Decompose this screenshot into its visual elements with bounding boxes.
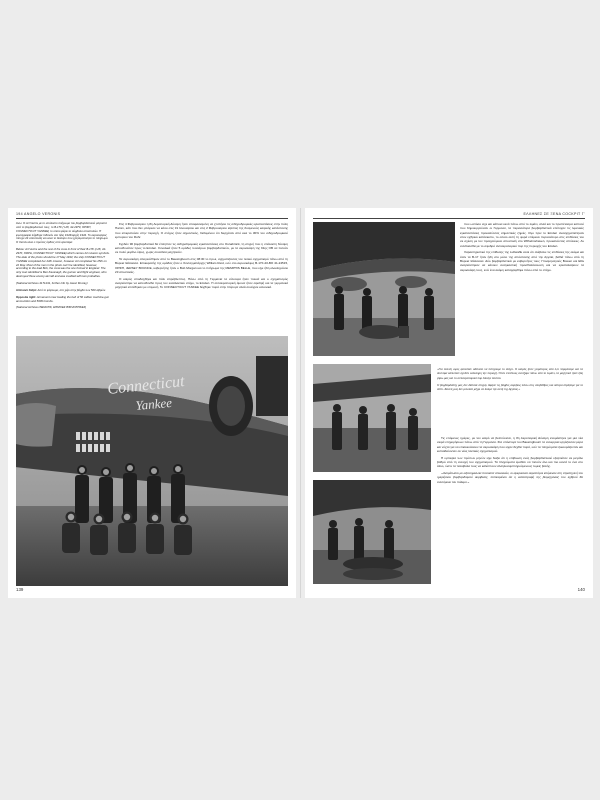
quote-paragraph: Ο βομβαρδιστής μας δεν δίστασε στιγμή. Άφησε τις βόμβες ακριβώς πάνω στις αποβάθρες και ύστερα στρίψαμε για το σπίτι. Κανείς μας δεν μιλούσε μέχρι να δούμε την ακτή της Αγγλίας.» [437, 382, 583, 391]
svg-text:Yankee: Yankee [134, 394, 173, 413]
body-text-left [115, 222, 288, 292]
bomb-loading-photo [313, 222, 455, 356]
caption-source-opposite: (National Archives ΘΕΜΑΤΙΚ, ΕΘΝΙΚΕΣ ΒΙΒΛΙΟΘΗΚΕΣ) [16, 305, 87, 310]
body-text-right-top [460, 222, 584, 274]
ground-crew-photo [313, 364, 431, 472]
caption-english-opposite: Opposite right: Armament crew loading the belt of 50 caliber machine-gun ammunition and 500lb bombs. [16, 294, 110, 303]
bomb-trolley-image [313, 480, 431, 584]
paragraph: που ωστόσο είχε και κάποια κενά πάνω από το λιμάνι, αλλά και το προπέτασμα καπνού που δημιουργούσαν οι Γερμανοί, τα περισσότερα βομβαρδιστικά επέτυχαν τις λιμενικές εγκαταστάσεις προκαλώντας σημαντικές ζημιές. Λίγο πριν το Emden ανασχηματίστηκαν στον εχθρικό κατάσκοπο, το οποίο αυτή τη φορά επέμεινε περισσότερο στις επιθέσεις του σε σχέση με τον προηγούμενο αποστολή στο Wilhelmshaven, προκαλώντας απώλειες. Αν συνδυασθεί με το σφοδρό αντιαεροπορικό πυρ της περιοχής του Emden. [460, 222, 584, 248]
header-rule [313, 218, 585, 219]
caption-source: (National Archives 4171241, further info by Jason Murray) [16, 281, 88, 286]
pull-quote [437, 367, 583, 394]
caption-greek: Άνω: Ο Art Vernis με το υπόλοιπο πλήρωμα του βομβαρδιστικού μπροστά από το βομβαρδιστικό τους, το B-17F (Ί-28, 42-2970, ΟΡΦΗ, CONNECTICUT YANKEE) το οποίο φέρει τα σύμβολα αποστολών. Η φωτογραφία λήφθηκε πιθανόν στα τέλη 1943/αρχές 1944. Το αεροσκάφος πέτυχε 24 αποστολές και είναι το δεύτερο που χρησιμοποίησε το πλήρωμα. Ο Vernis είναι ο πρώτος όρθιος από αριστερά. [16, 221, 109, 245]
svg-text:Connecticut: Connecticut [106, 372, 186, 398]
paragraph: Ο καιρός αποδείχθηκε και πάλι απρόβλεπτος. Πάνω από τη Γερμανία τα σύννεφα ήταν πυκνά και ο σχηματισμός αναγκάστηκε να κατευθυνθεί προς τον εναλλακτικό στόχο, το Emden. Η αντιαεροπορική άμυνα ήταν σφοδρή και τα γερμανικά μαχητικά επιτέθηκαν με επιμονή. Το CONNECTICUT YANKEE δέχθηκε πυρά στην πτέρυγα αλλά συνέχισε κανονικά. [115, 276, 288, 290]
bomb-loading-image [313, 222, 455, 356]
crew-photo-image [16, 336, 288, 586]
photo-caption [16, 222, 110, 313]
page-number-left: 139 [16, 587, 24, 592]
paragraph: Τις επόμενες ημέρες, με τον καιρό να βελτιώνεται, η 8η Αεροπορική Δύναμη ετοιμάστηκε για μια νέα σειρά επιχειρήσεων πάνω από τη Γερμανία. Στα υπόστεγα του Bassingbourn τα συνεργεία εργάζονταν μέρα και νύχτα για να επισκευάσουν τα αεροσκάφη που είχαν δεχθεί πυρά, ενώ τα πληρώματα ξεκουράζονταν και εκπαιδεύονταν σε νέες τακτικές σχηματισμού. [437, 436, 583, 453]
paragraph: Η εμπειρία των πρώτων μηνών είχε δείξει ότι η επιβίωση ενός βομβαρδιστικού εξαρτιόταν σε μεγάλο βαθμό από τη συνοχή του σχηματισμού. Τα πληρώματα έμαθαν να πετούν όλο και πιο κοντά το ένα στο άλλο, ώστε τα πολυβόλα τους να καλύπτουν αλληλοσυμπληρούμενους τομείς βολής. [437, 455, 583, 469]
page-number-right: 140 [577, 587, 585, 592]
header-rule [16, 218, 288, 219]
caption-greek-opposite: Απέναντι δεξιά: Από το φόρτωμα, στο χέρι στην βόμβα των 500 λιβρών. [16, 287, 106, 292]
caption-english: Below: Art Vernis and the rest of his crew in front of their B-17F (I-28, 42-2970, ORPH, CONNECTICUT YANKEE) which carries 24 mission symbols. The date of the photo should be 17 May 1943; the ship CONNECTICUT YANKEE completed her 24th mission, however Art completed his 25th on 22 May. Most of the men in the photo can't be identified, however, according to the lead Bob, the crew was the one formed in England. The only man identified is Ben Kavanagh, the gunner and flight engineer, who destroyed three enemy aircraft and was credited with two probables. [16, 247, 110, 279]
paragraph: Χαρακτηριστικό της επίθεσης της Luftwaffe είναι ότι ανέβαινε τις επιθέσεις της ακόμα και όταν τα B-17 ήταν ήδη στο μέσο της απόστασης από την Αγγλία, βαθιά πάνω από τη Βόρεια Θάλασσα. Δύο βομβαρδιστικά με κυβερνήτες τους Υποσμηναγούς Bowen και Ellis αναγκάστηκαν να κάνουν αναγκαστική προσθαλάσσωση και να εγκαταλείψουν τα αεροσκάφη τους, ενώ ένα ακόμη καταρρίφθηκε πάνω από το στόχο. [460, 250, 584, 272]
left-page [8, 208, 296, 598]
paragraph: Τα αεροσκάφη απογειώθηκαν από το Bassingbourn στις 08:30 το πρωί, σχηματίζοντας τον τελικό σχηματισμό πάνω από τη Βόρεια Θάλασσα. Επικεφαλής της ομάδας ήταν ο Συνταγματάρχης William Reid, ενώ στο αεροσκάφος B-17F-20-BO 41-24515, ΟΡΦΗ, JERSEY BOUNCE, κυβερνήτης ήταν ο Bob Morgan και το πλήρωμα της MEMPHIS BELLE, που είχε ήδη ολοκληρώσει 23 αποστολές. [115, 256, 288, 274]
page-gutter [300, 208, 301, 598]
paragraph-italic: «Αντιμέτωποι με αξιοσημείωτα ποσοστά απωλειών, οι αμερικανοί αεροπόροι επέμεναν στη στρατηγική του ημερήσιου βομβαρδισμού ακριβείας, πεπεισμένοι ότι η καταστροφή της βιομηχανίας του εχθρού θα συντόμευε τον πόλεμο.» [437, 470, 583, 484]
running-head-left: 194 ANGELO VERONIS [16, 212, 61, 216]
body-text-right-bottom [437, 436, 583, 486]
right-page [305, 208, 593, 598]
bomb-trolley-photo [313, 480, 431, 584]
quote-paragraph: «Για πολλές ώρες φαινόταν αδύνατο να πετύχουμε το στόχο. Ο καιρός ήταν χειρότερος από ό,τι περιμέναμε και τα σύννεφα κάλυπταν σχεδόν ολόκληρη την περιοχή. Όταν επιτέλους ανοίξαμε πάνω από το λιμάνι, τα μαχητικά ήταν ήδη γύρω μας και το αντιαεροπορικό πυρ έσκαγε παντού. [437, 367, 583, 380]
crew-photo [16, 336, 288, 586]
paragraph: Σχεδόν 90 βομβαρδιστικά θα έπλητταν τις σιδηροδρομικές εγκαταστάσεις στο Osnabrück, τη στιγμή που η υπόλοιπη δύναμη κατευθυνόταν προς το Emden. Συνολικά ήταν 5 ομάδες τεσσάρων βομβαρδιστικών, με τα αεροσκάφη της 91ης ΟΒ να πετούν σε πολύ μεγάλο ύψος, χωρίς συνοδεία μαχητικών. [115, 241, 288, 255]
ground-crew-image [313, 364, 431, 472]
running-head-right: ΕΛΛΗΝΕΣ ΣΕ ΞΕΝΑ COCKPIT Γ' [523, 212, 585, 216]
paragraph: Στις 4 Φεβρουαρίου η 8η Αεροπορική Δύναμη ήταν αποφασισμένη να χτυπήσει τις σιδηροδρομικές εγκαταστάσεις στην πόλη Hamm, κάτι που δεν μπόρεσε να κάνει στις 31 Ιανουαρίου και στις 2 Φεβρουαρίου εξαιτίας της δυσμενούς καιρικής κατάστασης που επικρατούσε στην περιοχή. Ο στόχος ήταν σημαντικός, δεδομένου ότι διερχόταν από εκεί το 30% του σιδηροδρομικού εμπορίου του Ruhr. [115, 222, 288, 239]
